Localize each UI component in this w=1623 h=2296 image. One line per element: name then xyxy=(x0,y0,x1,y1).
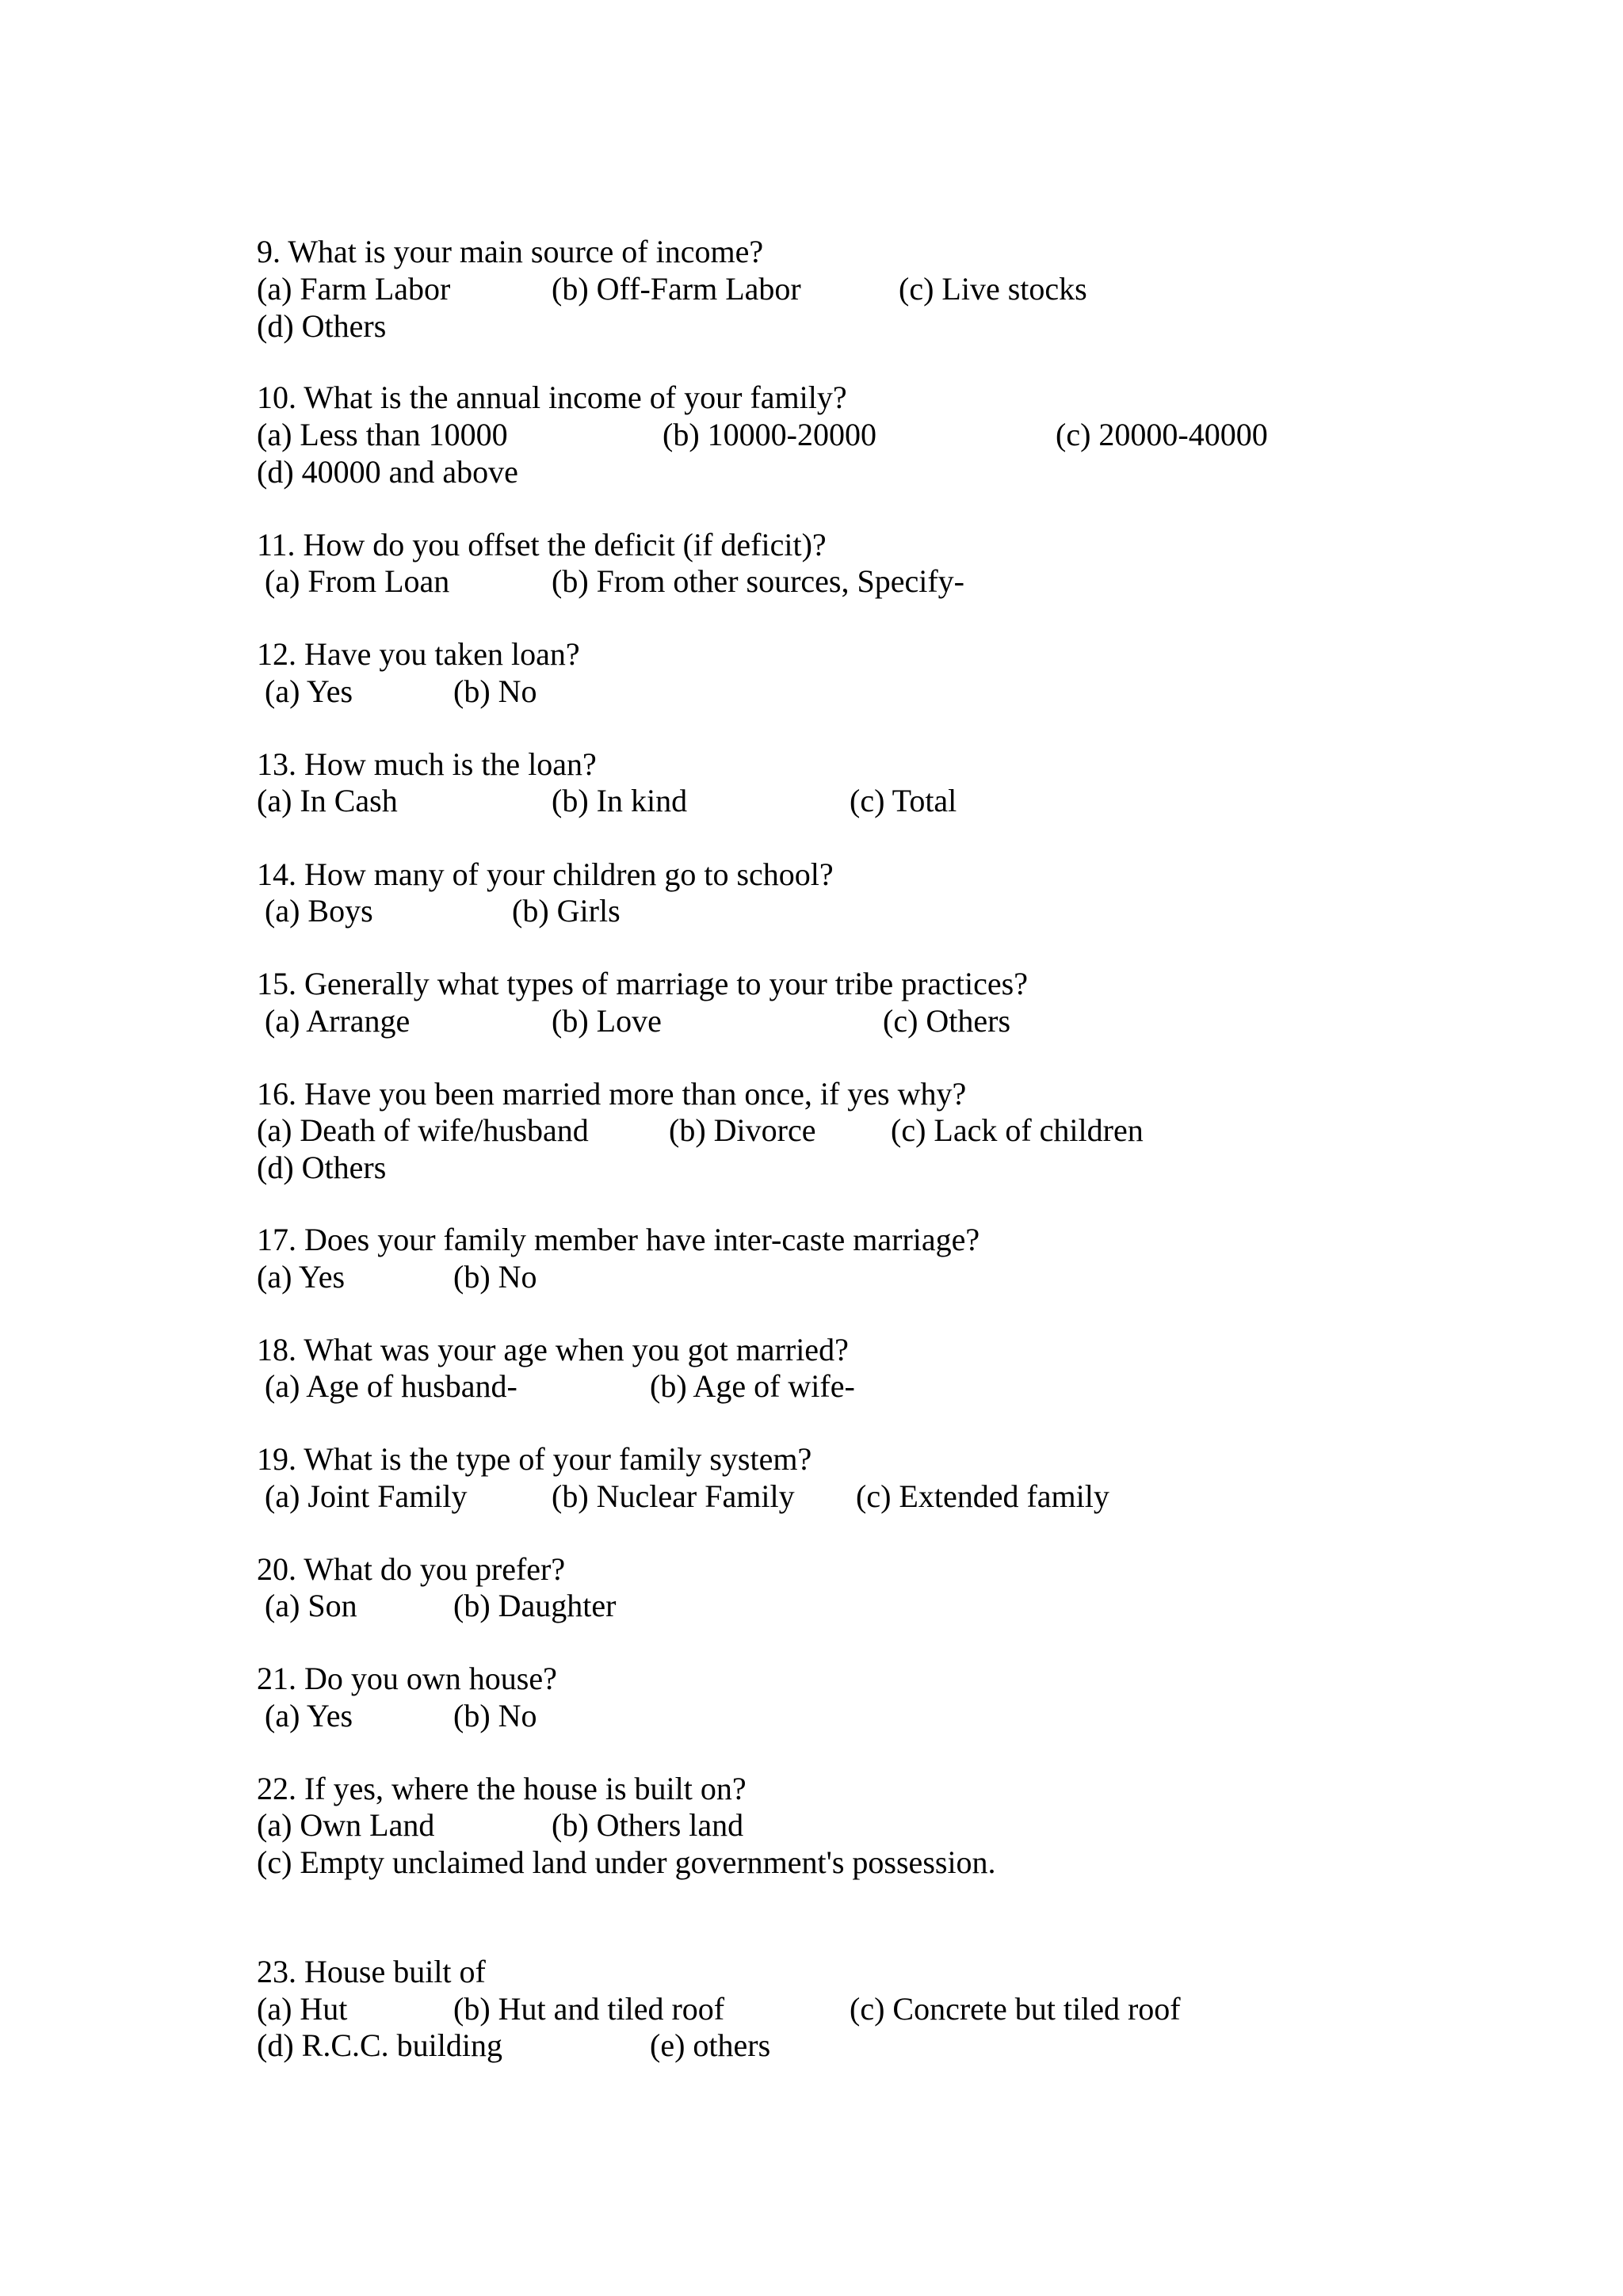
option: (a) From Loan xyxy=(265,563,450,599)
question-text: 9. What is your main source of income? xyxy=(257,234,764,269)
option: (b) Divorce xyxy=(669,1112,816,1148)
question-text: 19. What is the type of your family system? xyxy=(257,1441,812,1477)
option: (c) Empty unclaimed land under government's possession. xyxy=(257,1844,996,1880)
option: (d) Others xyxy=(257,308,387,344)
question-text: 15. Generally what types of marriage to your tribe practices? xyxy=(257,966,1028,1001)
option: (a) Less than 10000 xyxy=(257,417,508,452)
option: (b) Love xyxy=(552,1003,662,1039)
option: (b) 10000-20000 xyxy=(663,417,876,452)
option: (b) No xyxy=(453,1259,537,1295)
option: (a) Yes xyxy=(265,673,353,709)
option: (c) Extended family xyxy=(856,1478,1109,1514)
option: (b) Others land xyxy=(552,1807,744,1843)
question-text: 20. What do you prefer? xyxy=(257,1551,566,1587)
option: (a) Yes xyxy=(265,1698,353,1733)
option: (c) Lack of children xyxy=(891,1112,1144,1148)
question-text: 18. What was your age when you got married? xyxy=(257,1332,849,1367)
question-text: 21. Do you own house? xyxy=(257,1661,557,1696)
option: (e) others xyxy=(650,2027,771,2063)
option: (c) Concrete but tiled roof xyxy=(850,1991,1181,2027)
option: (b) From other sources, Specify- xyxy=(552,563,964,599)
option: (a) Son xyxy=(265,1588,357,1623)
option: (a) Farm Labor xyxy=(257,271,451,307)
option: (b) Girls xyxy=(512,893,621,929)
question-text: 23. House built of xyxy=(257,1954,486,1989)
option: (a) Yes xyxy=(257,1259,346,1295)
option: (a) Death of wife/husband xyxy=(257,1112,589,1148)
option: (c) Others xyxy=(883,1003,1011,1039)
option: (a) In Cash xyxy=(257,783,398,818)
question-text: 14. How many of your children go to school? xyxy=(257,856,834,892)
option: (a) Arrange xyxy=(265,1003,411,1039)
option: (b) Daughter xyxy=(453,1588,617,1623)
option: (a) Boys xyxy=(265,893,373,929)
option: (b) In kind xyxy=(552,783,688,818)
question-text: 12. Have you taken loan? xyxy=(257,636,580,672)
option: (c) Total xyxy=(850,783,957,818)
option: (d) 40000 and above xyxy=(257,454,518,490)
question-text: 17. Does your family member have inter-caste marriage? xyxy=(257,1222,980,1257)
option: (c) Live stocks xyxy=(899,271,1087,307)
option: (a) Joint Family xyxy=(265,1478,468,1514)
option: (b) Age of wife- xyxy=(650,1368,855,1404)
option: (b) Off-Farm Labor xyxy=(552,271,801,307)
option: (b) No xyxy=(453,673,537,709)
option: (a) Own Land xyxy=(257,1807,435,1843)
question-text: 11. How do you offset the deficit (if deficit)? xyxy=(257,527,827,563)
option: (b) Hut and tiled roof xyxy=(453,1991,725,2027)
option: (d) Others xyxy=(257,1150,387,1185)
question-text: 10. What is the annual income of your family? xyxy=(257,379,847,415)
question-text: 22. If yes, where the house is built on? xyxy=(257,1771,747,1806)
question-text: 13. How much is the loan? xyxy=(257,746,597,782)
option: (b) Nuclear Family xyxy=(552,1478,795,1514)
option: (b) No xyxy=(453,1698,537,1733)
option: (a) Hut xyxy=(257,1991,348,2027)
option: (c) 20000-40000 xyxy=(1056,417,1268,452)
option: (a) Age of husband- xyxy=(265,1368,517,1404)
question-text: 16. Have you been married more than once, if yes why? xyxy=(257,1076,967,1112)
option: (d) R.C.C. building xyxy=(257,2027,503,2063)
